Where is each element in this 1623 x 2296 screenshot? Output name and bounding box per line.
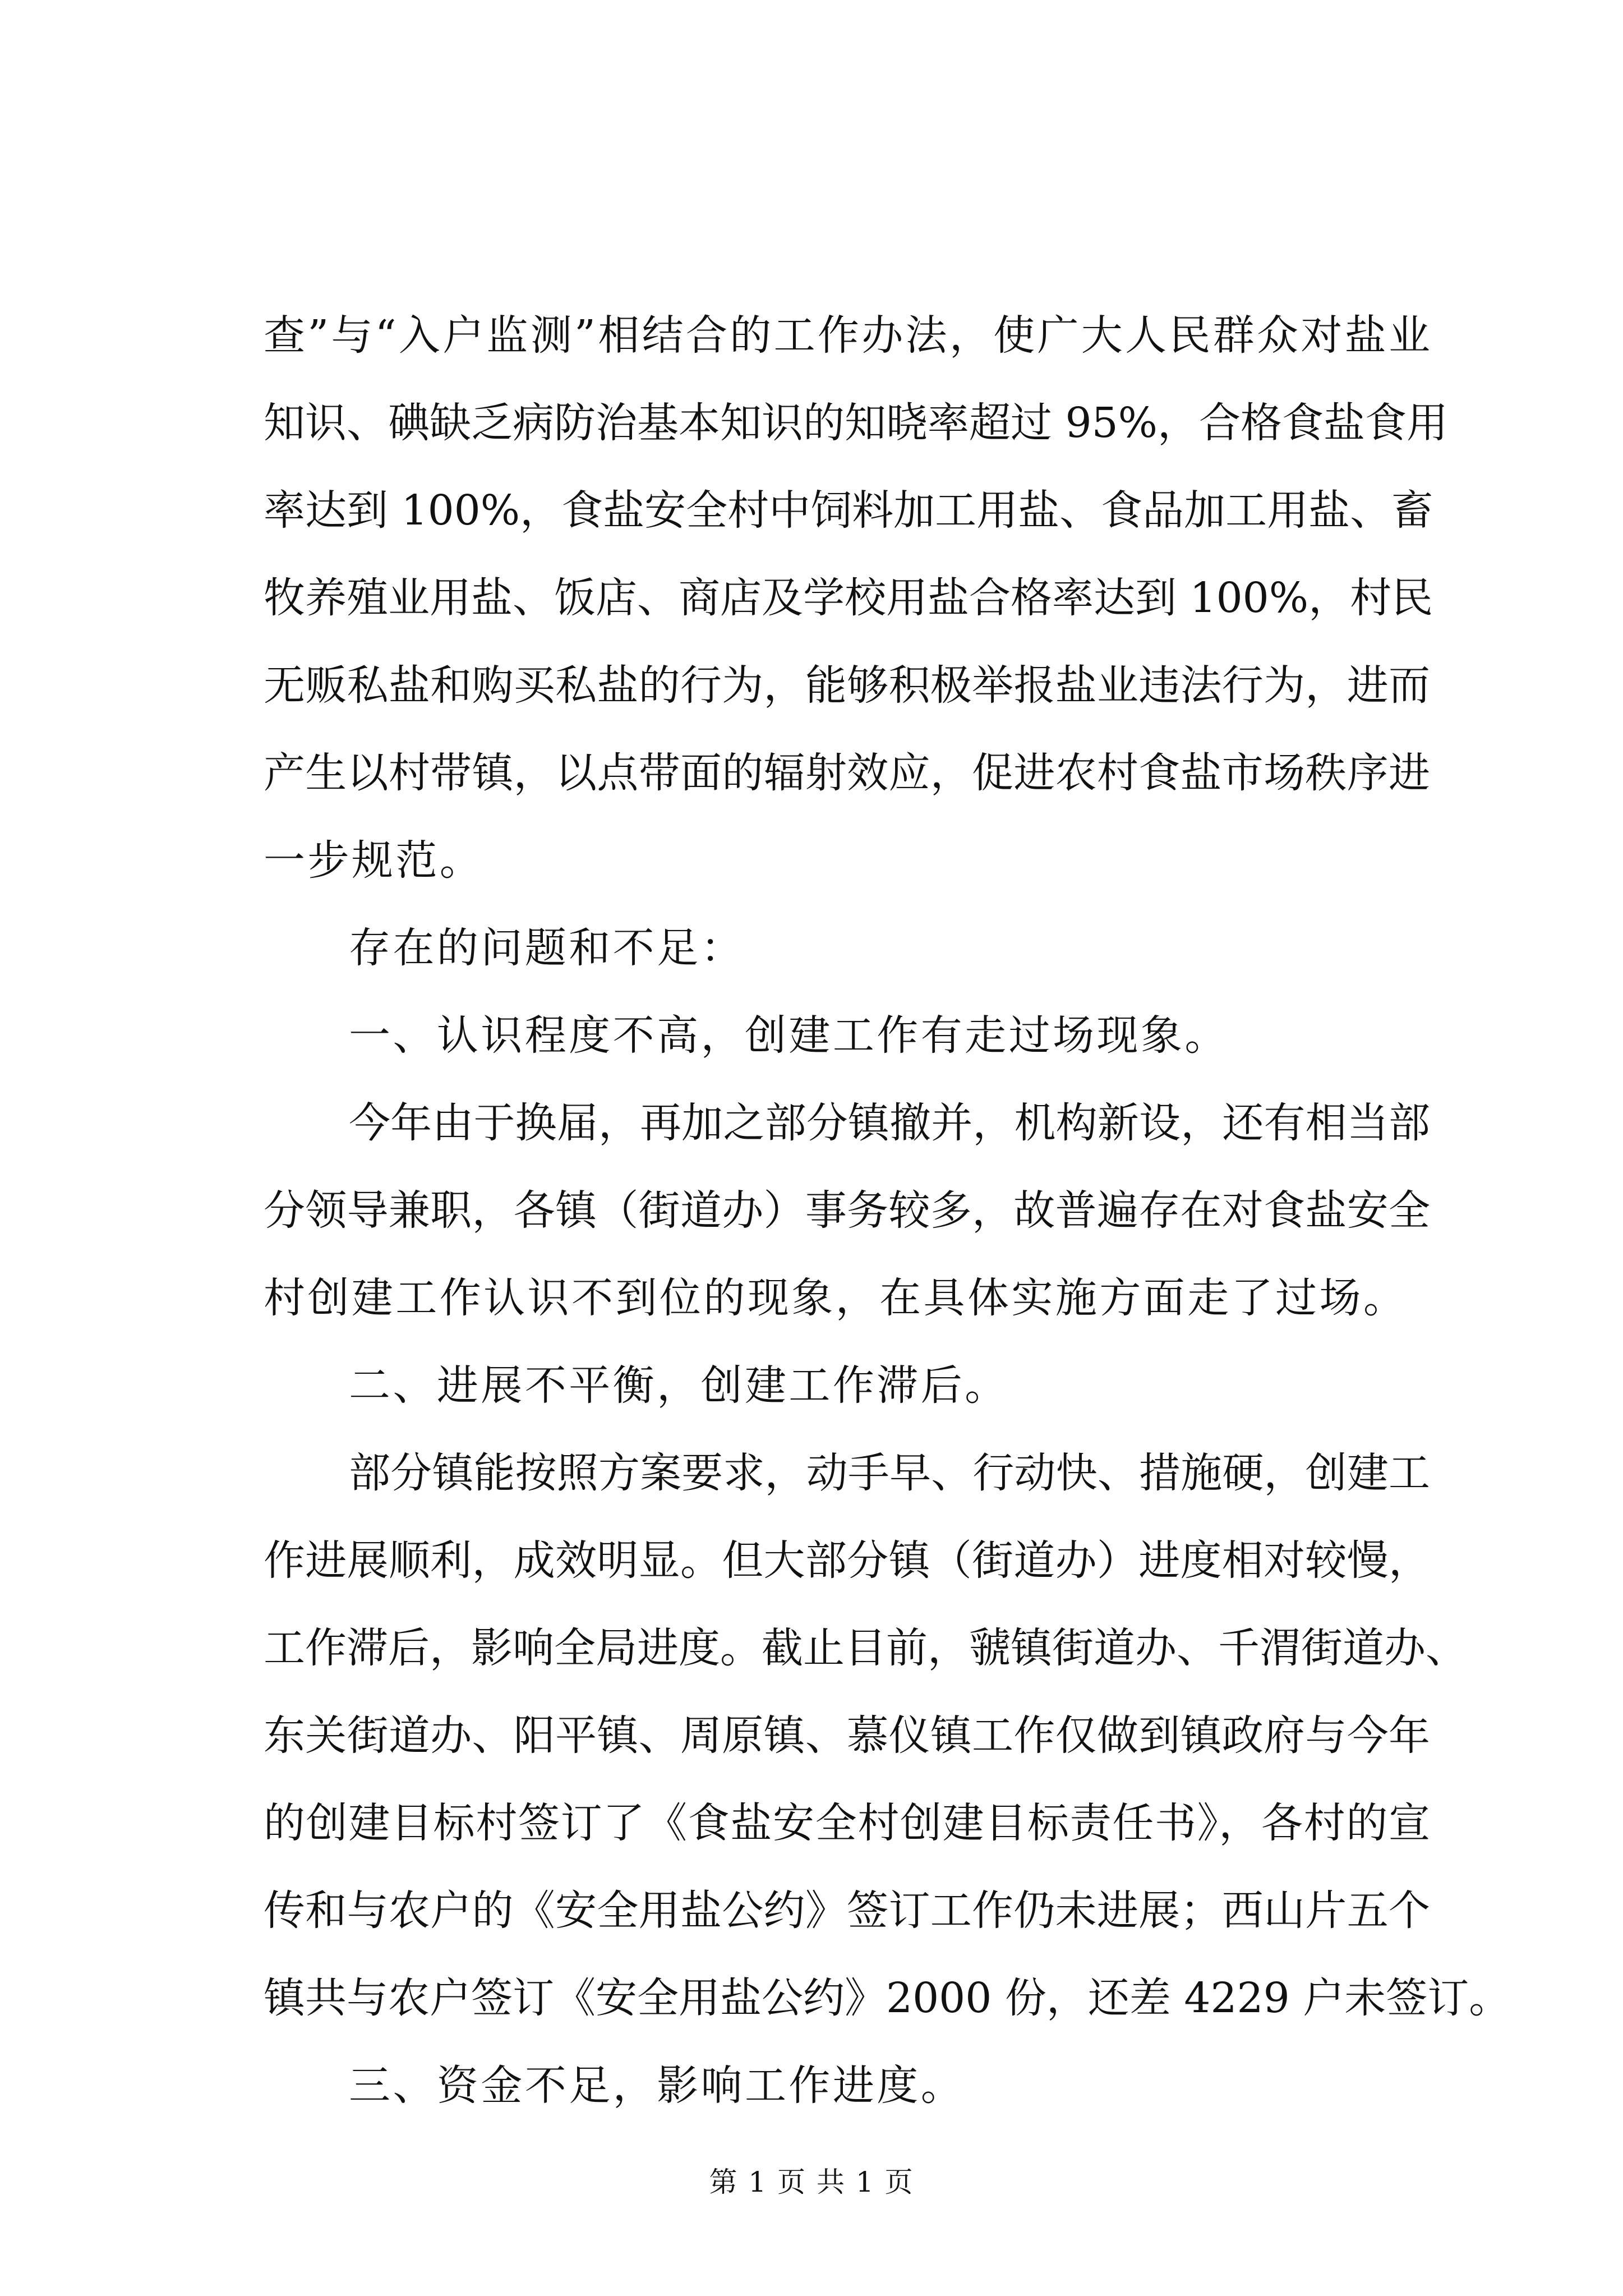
section-heading: 二、进展不平衡，创建工作滞后。	[349, 1361, 1009, 1410]
section-heading: 三、资金不足，影响工作进度。	[349, 2062, 965, 2110]
paragraph-line: 一步规范。	[264, 836, 484, 885]
section-heading: 一、认识程度不高，创建工作有走过场现象。	[349, 1011, 1229, 1060]
paragraph-line: 牧养殖业用盐、饭店、商店及学校用盐合格率达到 100%，村民	[264, 574, 1433, 622]
paragraph-line: 的创建目标村签订了《食盐安全村创建目标责任书》，各村的宣	[264, 1799, 1430, 1847]
paragraph-line: 东关街道办、阳平镇、周原镇、慕仪镇工作仅做到镇政府与今年	[264, 1711, 1430, 1760]
document-body	[264, 292, 1511, 2129]
paragraph-line: 今年由于换届，再加之部分镇撤并，机构新设，还有相当部	[349, 1099, 1430, 1147]
section-heading: 存在的问题和不足：	[349, 924, 745, 972]
paragraph-line: 部分镇能按照方案要求，动手早、行动快、措施硬，创建工	[349, 1449, 1430, 1497]
paragraph-line: 无贩私盐和购买私盐的行为，能够积极举报盐业违法行为，进而	[264, 661, 1430, 710]
paragraph-line: 工作滞后，影响全局进度。截止目前，虢镇街道办、千渭街道办、	[264, 1624, 1467, 1672]
paragraph-line: 知识、碘缺乏病防治基本知识的知晓率超过 95%，合格食盐食用	[264, 399, 1448, 447]
page-number-footer: 第 1 页 共 1 页	[709, 2166, 914, 2198]
paragraph-line: 分领导兼职，各镇（街道办）事务较多，故普遍存在对食盐安全	[264, 1186, 1430, 1235]
paragraph-line: 查”与“入户监测”相结合的工作办法，使广大人民群众对盐业	[264, 311, 1430, 360]
paragraph-line: 作进展顺利，成效明显。但大部分镇（街道办）进度相对较慢，	[264, 1536, 1430, 1585]
paragraph-line: 率达到 100%，食盐安全村中饲料加工用盐、食品加工用盐、畜	[264, 486, 1433, 535]
paragraph-line: 镇共与农户签订《安全用盐公约》2000 份，还差 4229 户未签订。	[264, 1974, 1511, 2022]
paragraph-line: 村创建工作认识不到位的现象，在具体实施方面走了过场。	[264, 1274, 1408, 1322]
paragraph-line: 产生以村带镇，以点带面的辐射效应，促进农村食盐市场秩序进	[264, 749, 1430, 797]
paragraph-line: 传和与农户的《安全用盐公约》签订工作仍未进展；西山片五个	[264, 1887, 1430, 1935]
